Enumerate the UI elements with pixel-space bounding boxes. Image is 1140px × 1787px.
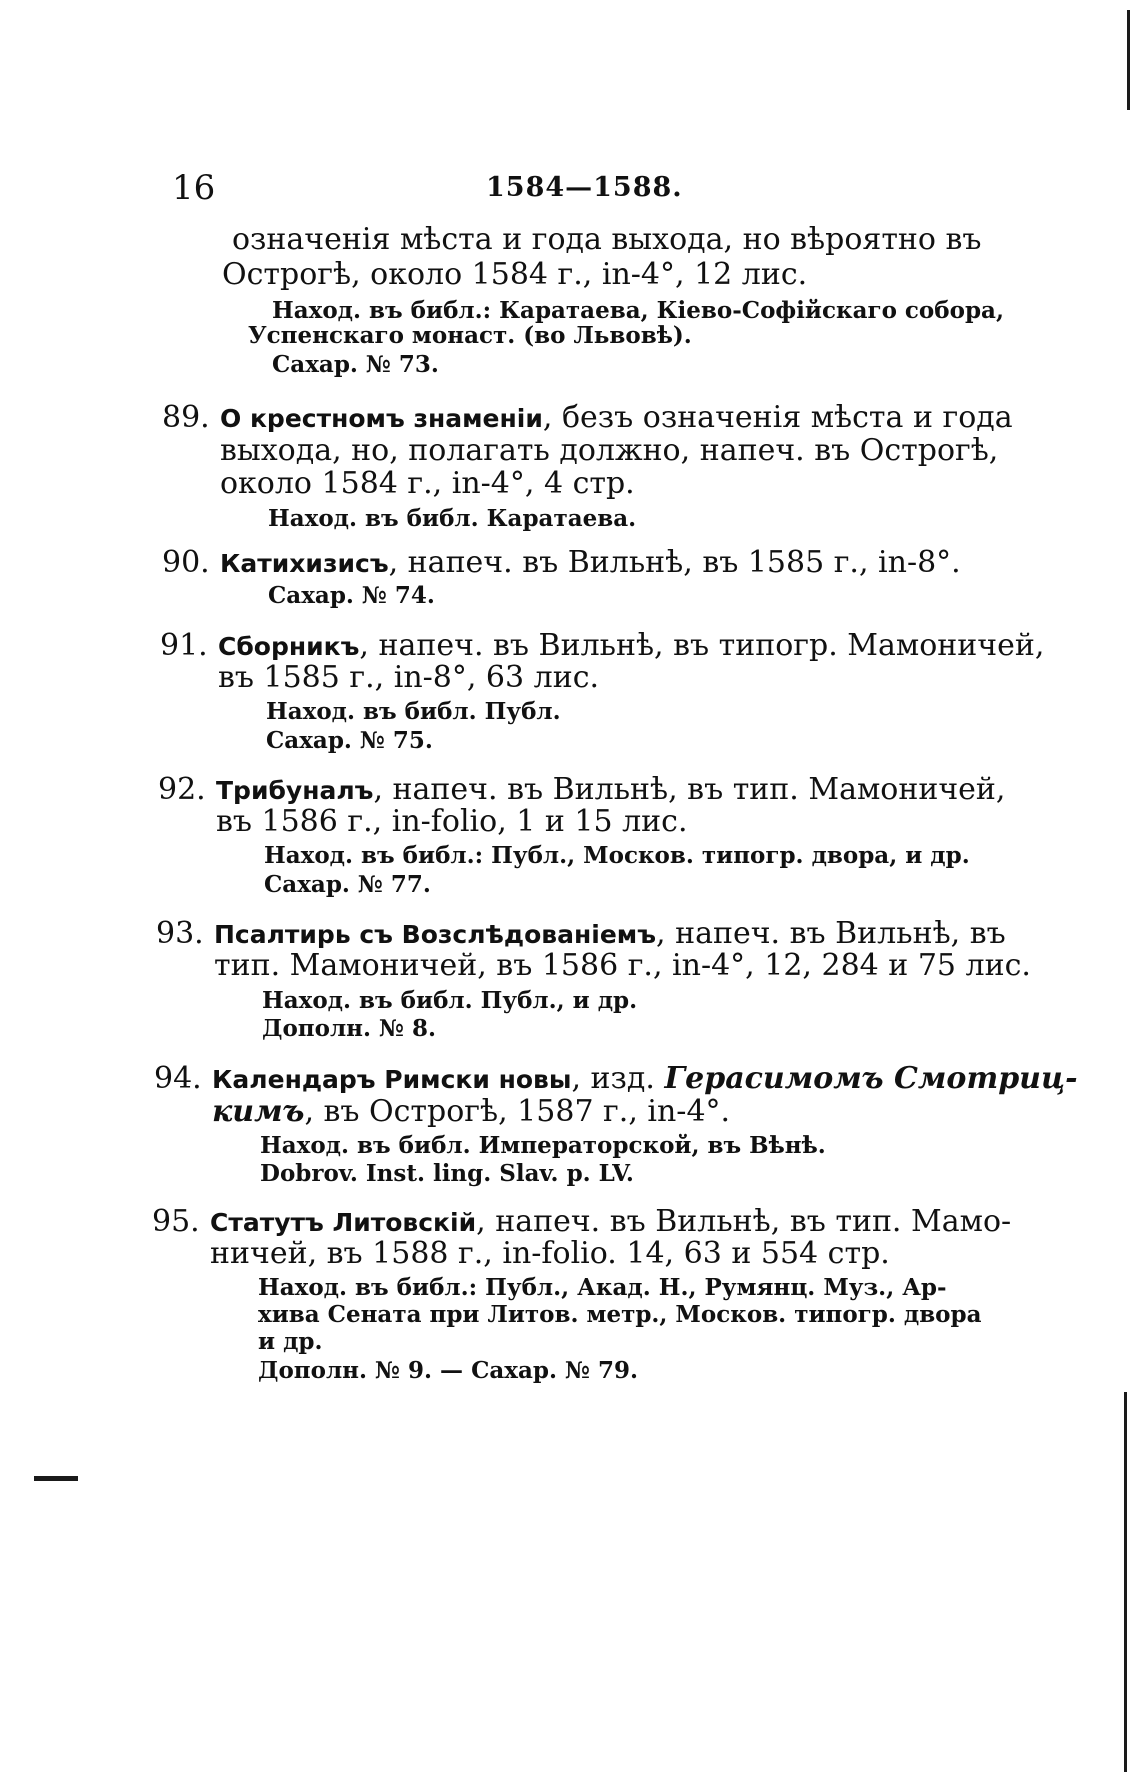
page-header <box>0 168 1140 208</box>
continued-text-line-2: Острогѣ, около 1584 г., in-4°, 12 лис. <box>222 257 808 292</box>
location-note-cont: Успенскаго монаст. (во Львовѣ). <box>248 322 692 349</box>
entry-number: 93. <box>156 916 204 951</box>
location-note: Наход. въ библ. Публ., и др. <box>262 987 638 1014</box>
location-note: Наход. въ библ.: Публ., Акад. Н., Румянц. Муз., Ар- <box>258 1274 947 1301</box>
entry-title: Календаръ Римски новы <box>212 1065 572 1094</box>
reference-note: Сахар. № 77. <box>264 871 431 898</box>
entry-89-line-3: около 1584 г., in-4°, 4 стр. <box>220 466 635 501</box>
continued-text-line-1: означенія мѣста и года выхода, но вѣроятно въ <box>232 222 982 257</box>
entry-92-line-1 <box>216 772 1005 807</box>
entry-number: 91. <box>160 628 208 663</box>
location-note-cont: хива Сената при Литов. метр., Москов. типогр. двора <box>258 1301 982 1328</box>
entry-text: , напеч. въ Вильнѣ, въ тип. Мамоничей, <box>373 772 1006 807</box>
location-note: Наход. въ библ. Императорской, въ Вѣнѣ. <box>260 1132 826 1159</box>
location-note: Наход. въ библ.: Каратаева, Кіево-Софійскаго собора, <box>272 297 1004 324</box>
reference-note: Dobrov. Inst. ling. Slav. p. LV. <box>260 1160 634 1187</box>
entry-number: 89. <box>162 400 210 435</box>
entry-text: , напеч. въ Вильнѣ, въ <box>656 916 1006 951</box>
entry-89-line-2: выхода, но, полагать должно, напеч. въ Острогѣ, <box>220 433 999 468</box>
location-note: Наход. въ библ.: Публ., Москов. типогр. двора, и др. <box>264 842 970 869</box>
entry-text: , безъ означенія мѣста и года <box>542 400 1013 435</box>
entry-95-line-1 <box>210 1204 1011 1239</box>
entry-text: , напеч. въ Вильнѣ, въ 1585 г., in-8°. <box>388 545 961 580</box>
entry-text: , напеч. въ Вильнѣ, въ типогр. Мамоничей, <box>359 628 1045 663</box>
reference-note: Сахар. № 75. <box>266 727 433 754</box>
entry-title: Трибуналъ <box>216 776 374 805</box>
reference-note: Дополн. № 8. <box>262 1015 437 1042</box>
entry-number: 90. <box>162 545 210 580</box>
location-note: Наход. въ библ. Публ. <box>266 698 561 725</box>
location-note: Наход. въ библ. Каратаева. <box>268 505 637 532</box>
entry-91-line-1 <box>218 628 1044 663</box>
entry-title: Псалтирь съ Возслѣдованіемъ <box>214 920 657 949</box>
entry-text: , напеч. въ Вильнѣ, въ тип. Мамо- <box>476 1204 1012 1239</box>
entry-95-line-2: ничей, въ 1588 г., in-folio. 14, 63 и 554 стр. <box>210 1236 890 1271</box>
entry-94-line-1 <box>212 1061 1078 1096</box>
entry-title: Статутъ Литовскій <box>210 1208 477 1237</box>
entry-title: О крестномъ знаменіи <box>220 404 543 433</box>
entry-94-line-2 <box>212 1094 730 1129</box>
entry-number: 92. <box>158 772 206 807</box>
author-name: Герасимомъ Смотриц- <box>664 1061 1078 1096</box>
entry-92-line-2: въ 1586 г., in-folio, 1 и 15 лис. <box>216 804 688 839</box>
entry-text: , изд. <box>571 1061 665 1096</box>
entry-93-line-2: тип. Мамоничей, въ 1586 г., in-4°, 12, 284 и 75 лис. <box>214 948 1031 983</box>
entry-number: 94. <box>154 1061 202 1096</box>
reference-note: Сахар. № 73. <box>272 351 439 378</box>
entry-89-line-1 <box>220 400 1013 435</box>
entry-91-line-2: въ 1585 г., in-8°, 63 лис. <box>218 660 600 695</box>
scan-edge-mark <box>1124 1392 1127 1772</box>
reference-note: Сахар. № 74. <box>268 582 435 609</box>
page-number: 16 <box>172 168 216 208</box>
author-name-cont: кимъ <box>212 1094 305 1129</box>
entry-number: 95. <box>152 1204 200 1239</box>
entry-93-line-1 <box>214 916 1006 951</box>
scan-edge-mark <box>1127 10 1130 110</box>
entry-title: Сборникъ <box>218 632 360 661</box>
running-head: 1584—1588. <box>486 172 683 203</box>
reference-note: Дополн. № 9. — Сахар. № 79. <box>258 1357 639 1384</box>
entry-text: , въ Острогѣ, 1587 г., in-4°. <box>304 1094 731 1129</box>
entry-title: Катихизисъ <box>220 549 389 578</box>
scan-edge-mark <box>34 1476 78 1481</box>
entry-90-line-1 <box>220 545 961 580</box>
location-note-cont: и др. <box>258 1328 323 1355</box>
